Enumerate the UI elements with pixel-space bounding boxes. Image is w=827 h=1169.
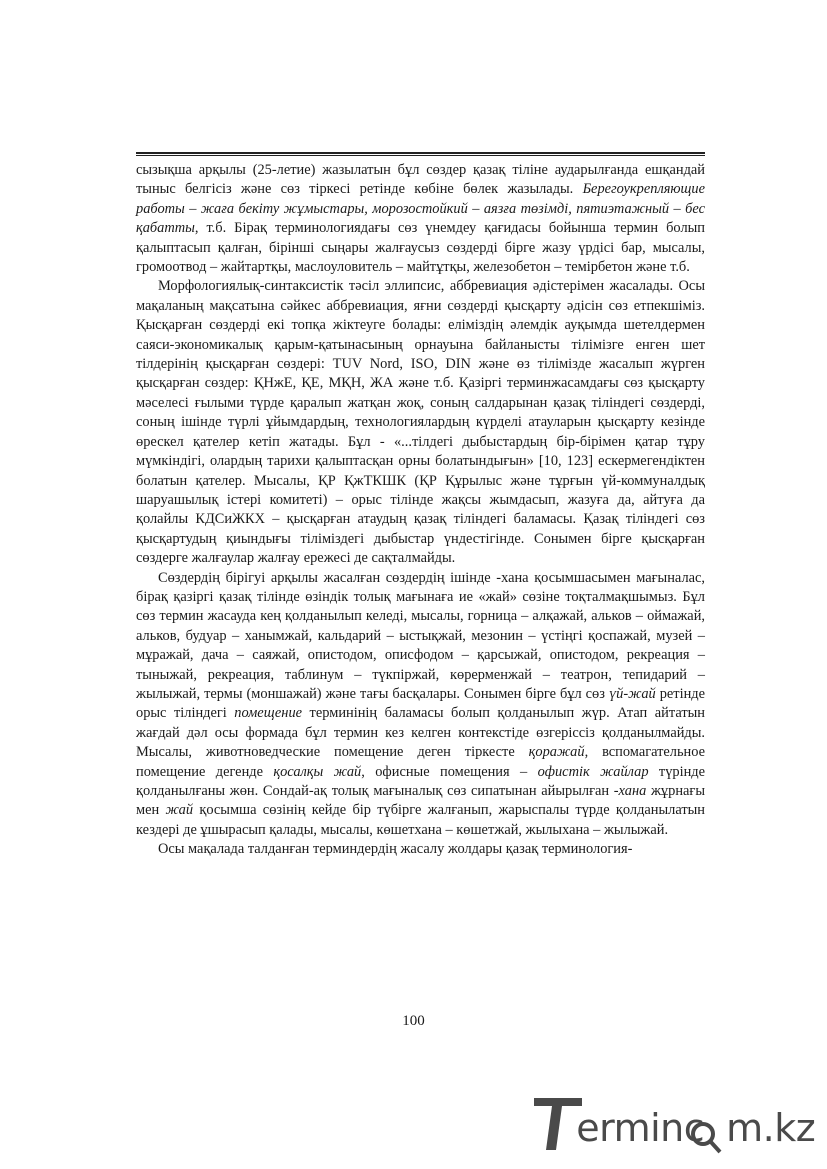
termincom-logo[interactable] [530, 1096, 820, 1162]
text-run: терминінің баламасы болып қолданылып жүр. Атап айтатын жағдай дәл осы формада бұл термин кез келген контекстіде өзгеріссіз қолданылмайды. Мысалы, животноведческие помещение деген тіркесте [136, 705, 706, 761]
text-run: ретінде орыс тіліндегі [136, 685, 705, 722]
text-run: Морфологиялық-синтаксистік тәсіл эллипсис, аббревиация әдістерімен жасалады. Осы мақаланың мақсатына сәйкес аббревиация, яғни сөздерді қысқарту әдісін сөз етпекшіміз. Қысқарған сөздерді екі топқа жіктеуге болады: еліміздің әлемдік ауқымда шетелдермен саяси-экономикалық қарым-қатынасының орнауына байланысты тілімізге енген шет тілдерінің қысқарған сөздері: TUV Nord, ISO, DIN және өз тілімізде жасалып жүрген қысқарған сөздер: ҚНжЕ, ҚЕ, МҚН, ЖА және т.б. Қазіргі терминжасамдағы сөз қысқарту мәселесі ғылыми түрде қаралып жатқан жоқ, соның салдарынан қазақ тіліндегі сөздерді, соның ішінде түрлі ұйымдардың, технологиялардың күрделі атауларын қысқарту кезінде өрескел қателер кетіп жатады. Бұл - «...тілдегі дыбыстардың бір-бірімен қатар тұру мүмкіндігі, олардың тарихи қалыптасқан орны болатындығын» [10, 123] ескермегендіктен болатын қателер. Мысалы, ҚР ҚжТКШК (ҚР Құрылыс және тұрғын үй-коммуналдық шаруашылық істері комитеті) – орыс тілінде жақсы жымдасып, жазуға да, айтуға да қолайлы КДСиЖКХ – қысқарған атаудың қазақ тіліндегі баламасы. Қазақ тіліндегі сөз қысқартудың қиындығы тіліміздегі дыбыстар үндестігінде. Сонымен бірге қысқарған сөздерге жалғаулар жалғау ережесі де сақталмайды. [136, 278, 705, 567]
paragraph-4 [136, 840, 705, 859]
logo-text: erminc m.kz [576, 1106, 816, 1150]
italic-term: үй-жай [608, 685, 656, 702]
italic-term: помещение [234, 705, 303, 722]
text-run: , вспомагательное помещение дегенде [136, 744, 706, 780]
text-run: Осы мақалада талданған терминдердің жасалу жолдары қазақ терминология- [158, 841, 633, 858]
text-run: сызықша арқылы (25-летие) жазылатын бұл сөздер қазақ тіліне аударылғанда ешқандай тыныс белгісіз және сөз тіркесі ретінде көбіне бөлек жазылады. [136, 162, 705, 198]
page-number: 100 [402, 1013, 425, 1029]
paragraph-1 [136, 161, 705, 277]
body-text [136, 161, 705, 860]
text-run: , т.б. Бірақ терминологиядағы сөз үнемдеу қағидасы бойынша термин болып қалыптасып қалған, бірінші сыңары жалғаусыз сөздерді бірге жазу үрдісі бар, мысалы, громоотвод – жайтартқы, маслоуловитель – майтұтқы, железобетон – темірбетон және т.б. [136, 220, 705, 276]
text-run: , офисные помещения – [361, 763, 538, 780]
italic-term: қоражай [528, 744, 585, 761]
header-rule [136, 152, 705, 156]
italic-term: қосалқы жай [273, 763, 362, 780]
text-run: қосымша сөзінің кейде бір түбірге жалғанып, жарыспалы түрде қолданылатын кездері де ұшырасып қалады, мысалы, көшетхана – көшетжай, жылыхана – жылыжай. [136, 802, 706, 838]
italic-term: Берегоукрепляющие работы – жаға бекіту жұмыстары, морозостойкий – аязға төзімді, пятиэтажный – бес қабатты [136, 181, 705, 237]
text-run: түрінде қолданылғаны жөн. Сондай-ақ толық мағыналық сөз сипатынан айырылған [136, 763, 705, 799]
italic-term: -хана [613, 783, 647, 799]
text-run: жұрнағы мен [136, 783, 705, 819]
paragraph-3 [136, 569, 705, 841]
italic-term: жай [165, 802, 194, 819]
text-run: Сөздердің бірігуі арқылы жасалған сөздердің ішінде -хана қосымшасымен мағыналас, бірақ қазіргі қазақ тілінде өзіндік толық мағынаға ие «жай» сөзіне тоқталмақшымыз. Бұл сөз термин жасауда кең қолданылып келеді, мысалы, горница – алқажай, альков – оймажай, альков, будуар – ханымжай, кальдарий – ыстықжай, мезонин – үстіңгі қоспажай, музей – мұражай, дача – саяжай, опистодом, описфодом – қарсыжай, опистодом, рекреация – тыныжай, рекреация, таблинум – түкпіржай, көрерменжай – театрон, тепидарий – жылыжай, термы (моншажай) және тағы басқалары. Сонымен бірге бұл сөз [136, 569, 705, 702]
italic-term: офистік жайлар [537, 763, 649, 780]
paragraph-2 [136, 277, 705, 568]
